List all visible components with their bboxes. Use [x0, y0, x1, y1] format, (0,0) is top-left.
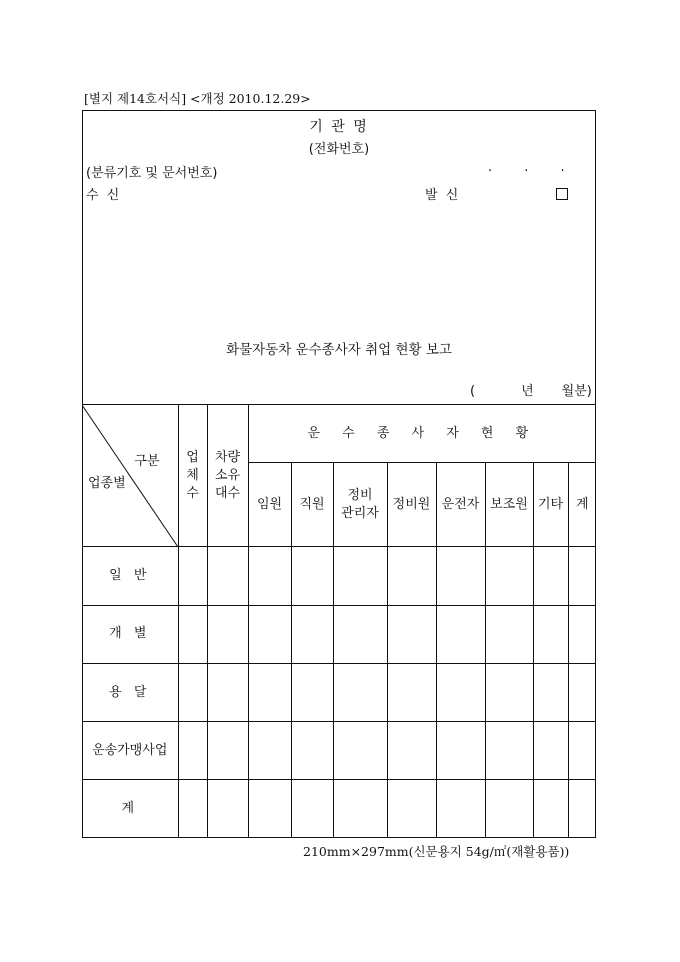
paper-spec: 210mm×297mm(신문용지 54g/㎡(재활용품)): [303, 844, 570, 859]
table-cell[interactable]: [291, 547, 333, 605]
table-cell[interactable]: [568, 547, 596, 605]
subheader-assistant: 보조원: [485, 463, 533, 547]
table-cell[interactable]: [387, 780, 436, 838]
table-cell[interactable]: [248, 722, 291, 780]
table-cell[interactable]: [178, 605, 207, 663]
corner-label-industry: 업종별: [88, 476, 126, 491]
table-cell[interactable]: [291, 663, 333, 721]
table-cell[interactable]: [436, 722, 485, 780]
table-cell[interactable]: [568, 663, 596, 721]
table-cell[interactable]: [533, 780, 568, 838]
table-cell[interactable]: [333, 722, 387, 780]
period-year: 년: [521, 384, 534, 399]
table-cell[interactable]: [333, 780, 387, 838]
date-dots: . . .: [488, 160, 565, 175]
table-cell[interactable]: [333, 663, 387, 721]
table-cell[interactable]: [248, 663, 291, 721]
corner-label-category: 구분: [134, 454, 160, 469]
header-vehicles: 차량 소유 대수: [207, 405, 248, 547]
table-cell[interactable]: [387, 605, 436, 663]
table-cell[interactable]: [533, 663, 568, 721]
report-period: [470, 380, 592, 399]
agency-name: 기 관 명: [309, 119, 369, 135]
table-cell[interactable]: [436, 605, 485, 663]
table-cell[interactable]: [207, 547, 248, 605]
corner-header-cell: [82, 405, 178, 547]
table-row: [82, 780, 596, 838]
table-cell[interactable]: [178, 722, 207, 780]
report-title: 화물자동차 운수종사자 취업 현황 보고: [226, 342, 452, 358]
table-cell[interactable]: [248, 605, 291, 663]
subheader-driver: 운전자: [436, 463, 485, 547]
table-cell[interactable]: [178, 663, 207, 721]
row-label-general: 일 반: [82, 547, 178, 605]
table-cell[interactable]: [178, 547, 207, 605]
table-cell[interactable]: [485, 547, 533, 605]
table-cell[interactable]: [436, 780, 485, 838]
table-row: [82, 722, 596, 780]
table-cell[interactable]: [207, 780, 248, 838]
table-cell[interactable]: [178, 780, 207, 838]
sender-label: 발 신: [425, 188, 461, 203]
table-cell[interactable]: [436, 547, 485, 605]
header-business-count: 업 체 수: [178, 405, 207, 547]
subheader-other: 기타: [533, 463, 568, 547]
subheader-mechanic: 정비원: [387, 463, 436, 547]
table-row: [82, 663, 596, 721]
table-cell[interactable]: [248, 780, 291, 838]
stats-table: [82, 404, 596, 838]
table-cell[interactable]: [207, 722, 248, 780]
recipient-label: 수 신: [86, 188, 122, 203]
table-cell[interactable]: [485, 605, 533, 663]
row-label-courier: 용 달: [82, 663, 178, 721]
header-worker-status: 운 수 종 사 자 현 황: [248, 405, 596, 463]
table-cell[interactable]: [387, 663, 436, 721]
table-cell[interactable]: [436, 663, 485, 721]
phone-number: (전화번호): [308, 142, 370, 157]
table-cell[interactable]: [533, 722, 568, 780]
table-cell[interactable]: [291, 605, 333, 663]
table-cell[interactable]: [291, 780, 333, 838]
doc-number-label: (분류기호 및 문서번호): [86, 166, 218, 181]
table-cell[interactable]: [568, 722, 596, 780]
period-month: 월분): [561, 384, 592, 399]
table-cell[interactable]: [207, 663, 248, 721]
table-cell[interactable]: [485, 780, 533, 838]
table-cell[interactable]: [568, 780, 596, 838]
table-cell[interactable]: [291, 722, 333, 780]
table-cell[interactable]: [333, 547, 387, 605]
table-row: [82, 605, 596, 663]
subheader-maint-manager: 정비 관리자: [333, 463, 387, 547]
form-number: [별지 제14호서식] <개정 2010.12.29>: [84, 91, 311, 106]
row-label-franchise: 운송가맹사업: [82, 722, 178, 780]
table-cell[interactable]: [485, 722, 533, 780]
table-cell[interactable]: [533, 547, 568, 605]
table-row: [82, 547, 596, 605]
table-cell[interactable]: [485, 663, 533, 721]
period-open: (: [470, 384, 476, 399]
table-cell[interactable]: [248, 547, 291, 605]
table-cell[interactable]: [387, 722, 436, 780]
row-label-total: 계: [82, 780, 178, 838]
row-label-individual: 개 별: [82, 605, 178, 663]
sender-seal-box[interactable]: [556, 188, 568, 200]
table-cell[interactable]: [207, 605, 248, 663]
table-cell[interactable]: [333, 605, 387, 663]
subheader-executive: 임원: [248, 463, 291, 547]
table-cell[interactable]: [568, 605, 596, 663]
table-cell[interactable]: [387, 547, 436, 605]
table-cell[interactable]: [533, 605, 568, 663]
subheader-staff: 직원: [291, 463, 333, 547]
subheader-total: 계: [568, 463, 596, 547]
